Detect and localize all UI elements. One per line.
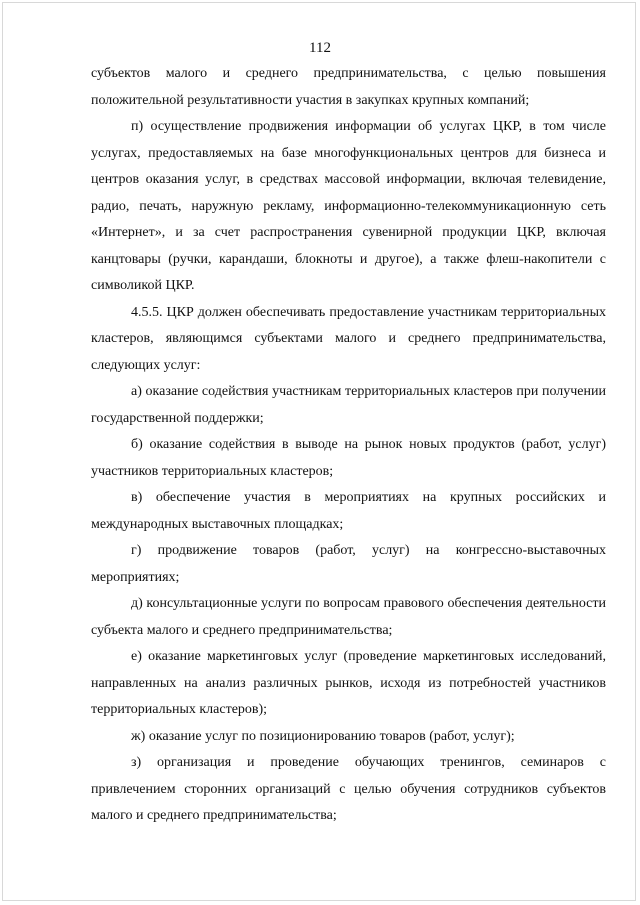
paragraph-clause-4-5-5: 4.5.5. ЦКР должен обеспечивать предоставление участникам территориальных кластеров, являющимся субъектами малого и среднего предпринимательства, следующих услуг: [91, 304, 606, 373]
paragraph-item-g: г) продвижение товаров (работ, услуг) на конгрессно-выставочных мероприятиях; [91, 543, 606, 585]
paragraph-item-zh: ж) оказание услуг по позиционированию товаров (работ, услуг); [131, 728, 515, 744]
paragraph-item-v: в) обеспечение участия в мероприятиях на крупных российских и международных выставочных площадках; [91, 490, 606, 532]
paragraph-item-a: а) оказание содействия участникам территориальных кластеров при получении государственной поддержки; [91, 384, 606, 426]
paragraph-item-b: б) оказание содействия в выводе на рынок новых продуктов (работ, услуг) участников территориальных кластеров; [91, 437, 606, 479]
paragraph-item-e: е) оказание маркетинговых услуг (проведение маркетинговых исследований, направленных на анализ различных рынков, исходя из потребностей участников территориальных кластеров); [91, 649, 606, 717]
paragraph-item-d: д) консультационные услуги по вопросам правового обеспечения деятельности субъекта малого и среднего предпринимательства; [91, 596, 606, 638]
paragraph-continuation: субъектов малого и среднего предпринимательства, с целью повышения положительной результативности участия в закупках крупных компаний; [91, 66, 606, 108]
page-number: 112 [309, 40, 331, 56]
paragraph-item-z: з) организация и проведение обучающих тренингов, семинаров с привлечением сторонних организаций с целью обучения сотрудников субъектов малого и среднего предпринимательства; [91, 755, 606, 823]
paragraph-item-p: п) осуществление продвижения информации об услугах ЦКР, в том числе услугах, предоставляемых на базе многофункциональных центров для бизнеса и центров оказания услуг, в средствах массовой информации, включая телевидение, радио, печать, наружную рекламу, информационно-телекоммуникационную сеть «Интернет», и за счет распространения сувенирной продукции ЦКР, включая канцтовары (ручки, карандаши, блокноты и другое), а также флеш-накопители с символикой ЦКР. [91, 119, 606, 293]
document-body [91, 61, 606, 830]
